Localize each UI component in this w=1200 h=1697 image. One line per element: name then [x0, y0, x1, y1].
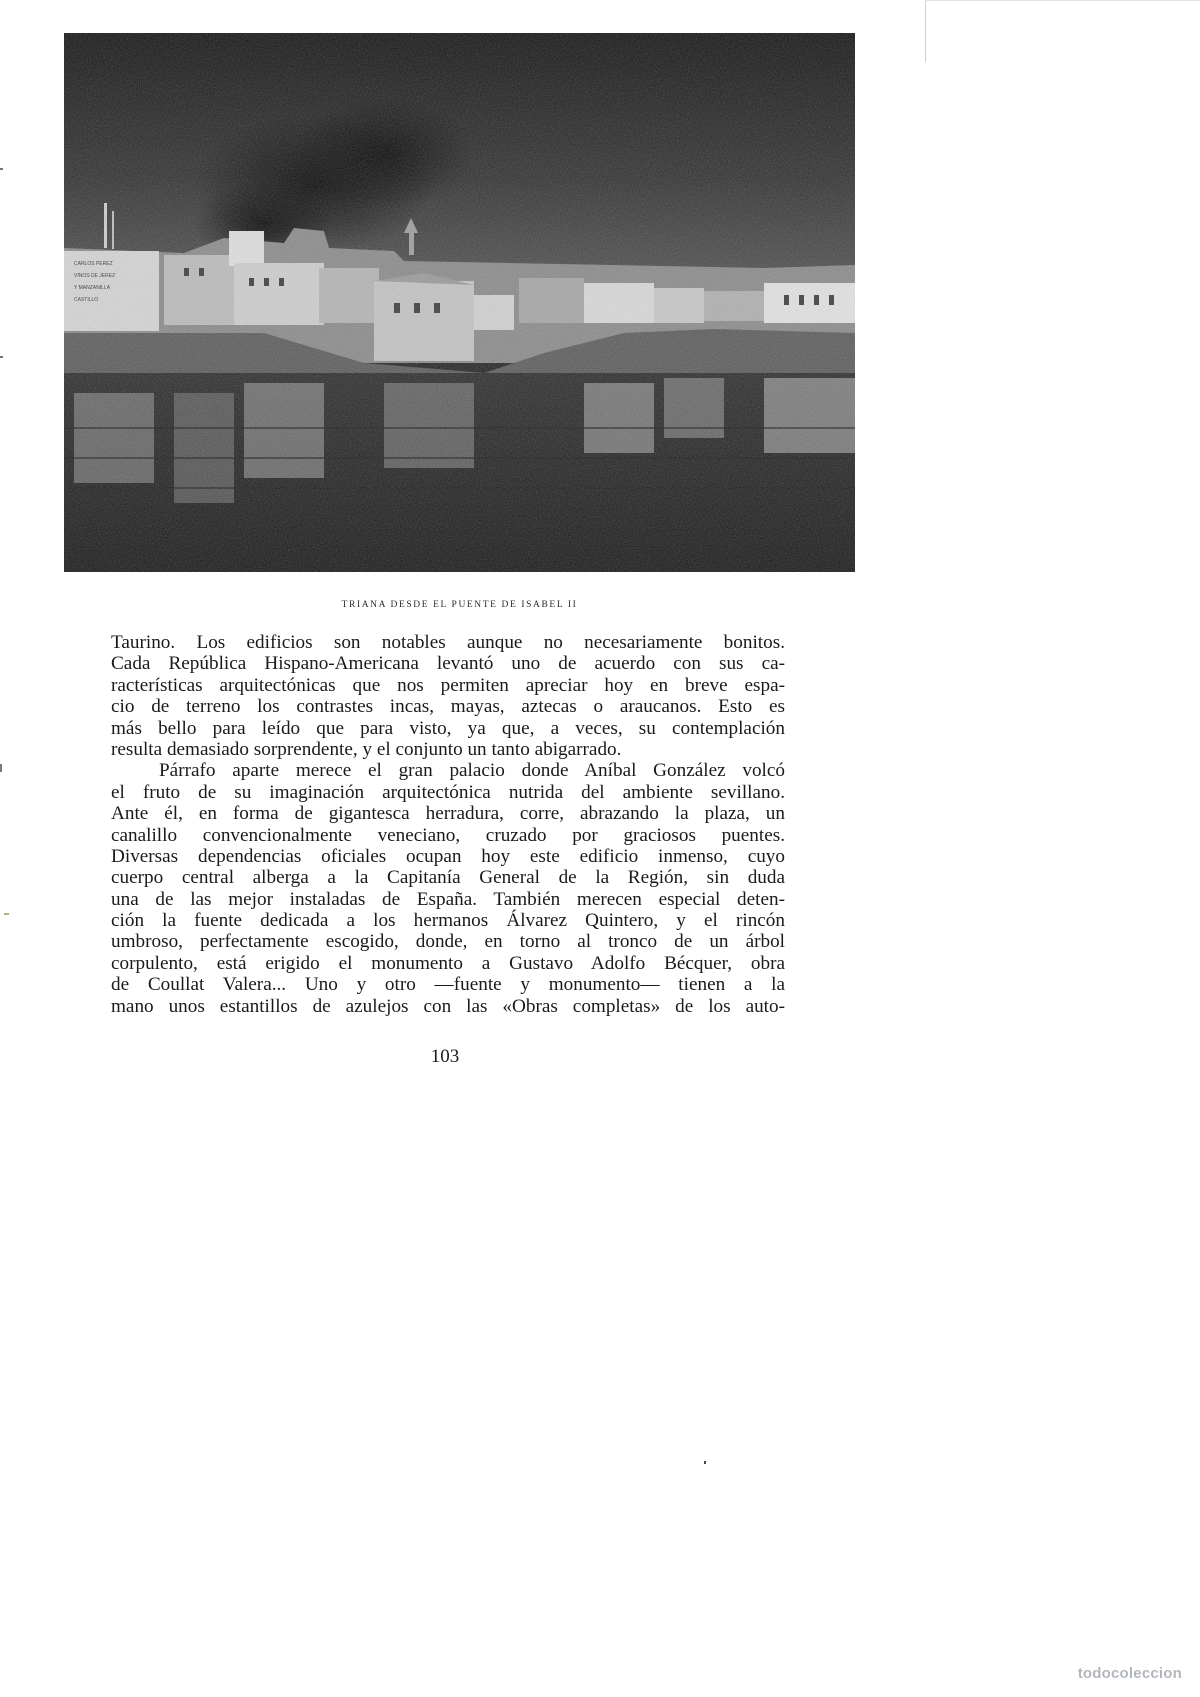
photograph-triana [64, 33, 855, 572]
text-line: racterísticas arquitectónicas que nos permiten apreciar hoy en breve espa- [111, 674, 785, 696]
figure-caption: TRIANA DESDE EL PUENTE DE ISABEL II [341, 600, 578, 610]
text-line: el fruto de su imaginación arquitectónica nutrida del ambiente sevillano. [111, 781, 785, 803]
photograph-triana-image [64, 33, 855, 572]
page-edge-horizontal [925, 0, 1200, 1]
text-line: cuerpo central alberga a la Capitanía General de la Región, sin duda [111, 867, 785, 889]
body-text [111, 632, 785, 1017]
text-line: cio de terreno los contrastes incas, mayas, aztecas o araucanos. Esto es [111, 696, 785, 718]
text-line: más bello para leído que para visto, ya que, a veces, su contemplación [111, 717, 785, 739]
scan-mark [0, 356, 3, 358]
text-line: una de las mejor instaladas de España. También merecen especial deten- [111, 888, 785, 910]
speck [704, 1461, 706, 1464]
text-line: resulta demasiado sorprendente, y el conjunto un tanto abigarrado. [111, 738, 622, 760]
watermark: todocoleccion [1077, 1665, 1182, 1682]
scan-mark [4, 913, 9, 915]
page-edge-vertical [925, 0, 926, 62]
text-line: de Coullat Valera... Uno y otro —fuente y monumento— tienen a la [111, 974, 785, 996]
text-line: Taurino. Los edificios son notables aunque no necesariamente bonitos. [111, 632, 785, 653]
scan-mark [0, 168, 3, 170]
text-line: ción la fuente dedicada a los hermanos Álvarez Quintero, y el rincón [111, 910, 785, 932]
text-line: umbroso, perfectamente escogido, donde, en torno al tronco de un árbol [111, 931, 785, 953]
page-number: 103 [430, 1046, 460, 1067]
text-line: Diversas dependencias oficiales ocupan hoy este edificio inmenso, cuyo [111, 845, 785, 867]
text-line: Cada República Hispano-Americana levantó uno de acuerdo con sus ca- [111, 653, 785, 675]
text-line: mano unos estantillos de azulejos con las «Obras completas» de los auto- [111, 995, 785, 1017]
text-line: Ante él, en forma de gigantesca herradura, corre, abrazando la plaza, un [111, 803, 785, 825]
text-line: Párrafo aparte merece el gran palacio donde Aníbal González volcó [159, 760, 785, 782]
text-line: canalillo convencionalmente veneciano, cruzado por graciosos puentes. [111, 824, 785, 846]
scan-mark [0, 764, 2, 772]
text-line: corpulento, está erigido el monumento a Gustavo Adolfo Bécquer, obra [111, 952, 785, 974]
